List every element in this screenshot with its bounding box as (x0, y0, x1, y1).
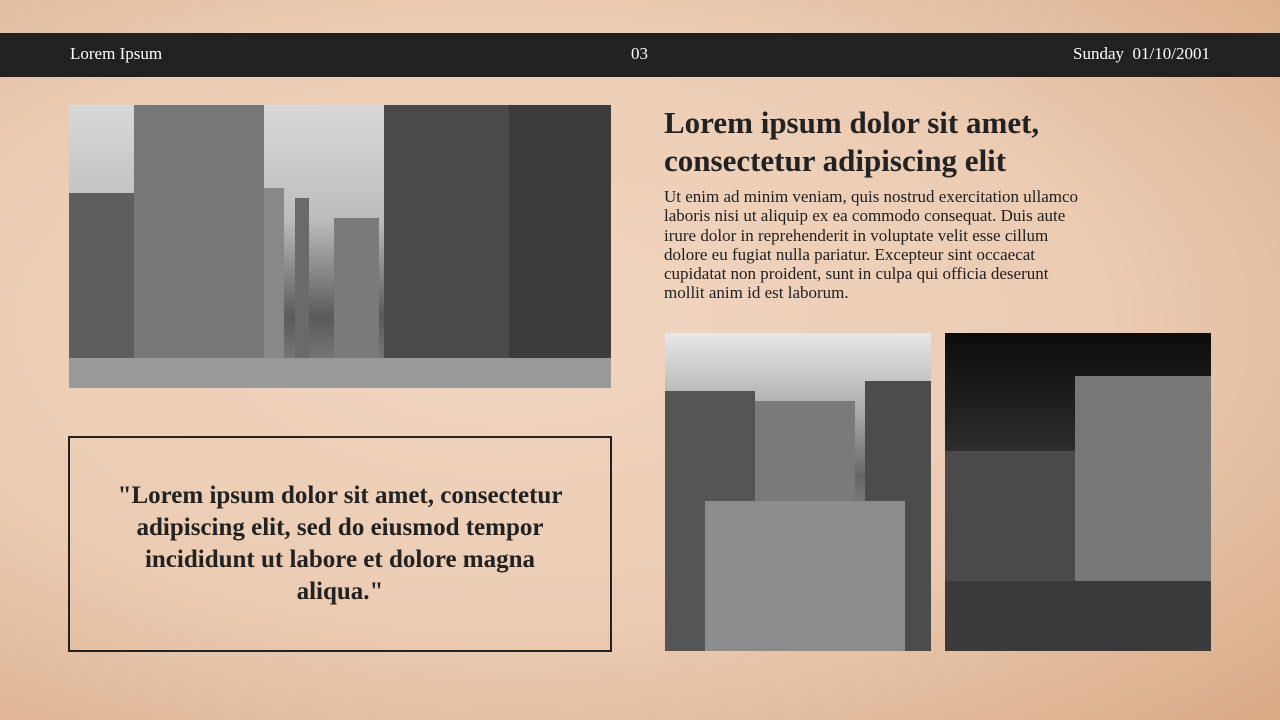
heading-line: Lorem ipsum dolor sit amet, (664, 105, 1040, 140)
body-paragraph (664, 187, 1078, 303)
page-number: 03 (631, 44, 648, 63)
body-line: dolore eu fugiat nulla pariatur. Excepteur sint occaecat (664, 244, 1036, 264)
street-photo-traffic (665, 333, 931, 651)
heading (664, 104, 1039, 180)
header-title: Lorem Ipsum (70, 44, 163, 63)
header-bar (0, 33, 1280, 77)
header-date: Sunday 01/10/2001 (1073, 44, 1210, 63)
street-photo-old-city (69, 105, 611, 388)
body-line: laboris nisi ut aliquip ex ea commodo consequat. Duis aute (664, 206, 1066, 226)
body-line: mollit anim id est laborum. (664, 283, 849, 303)
night-street-photo (945, 333, 1211, 651)
body-line: irure dolor in reprehenderit in voluptate velit esse cillum (664, 225, 1049, 245)
heading-line: consectetur adipiscing elit (664, 143, 1007, 178)
quote-box (68, 436, 612, 652)
body-line: Ut enim ad minim veniam, quis nostrud exercitation ullamco (664, 187, 1079, 206)
quote-text: "Lorem ipsum dolor sit amet, consectetur adipiscing elit, sed do eiusmod tempor incididunt ut labore et dolore magna aliqua." (117, 482, 563, 605)
body-line: cupidatat non proident, sunt in culpa qui officia deserunt (664, 264, 1049, 284)
